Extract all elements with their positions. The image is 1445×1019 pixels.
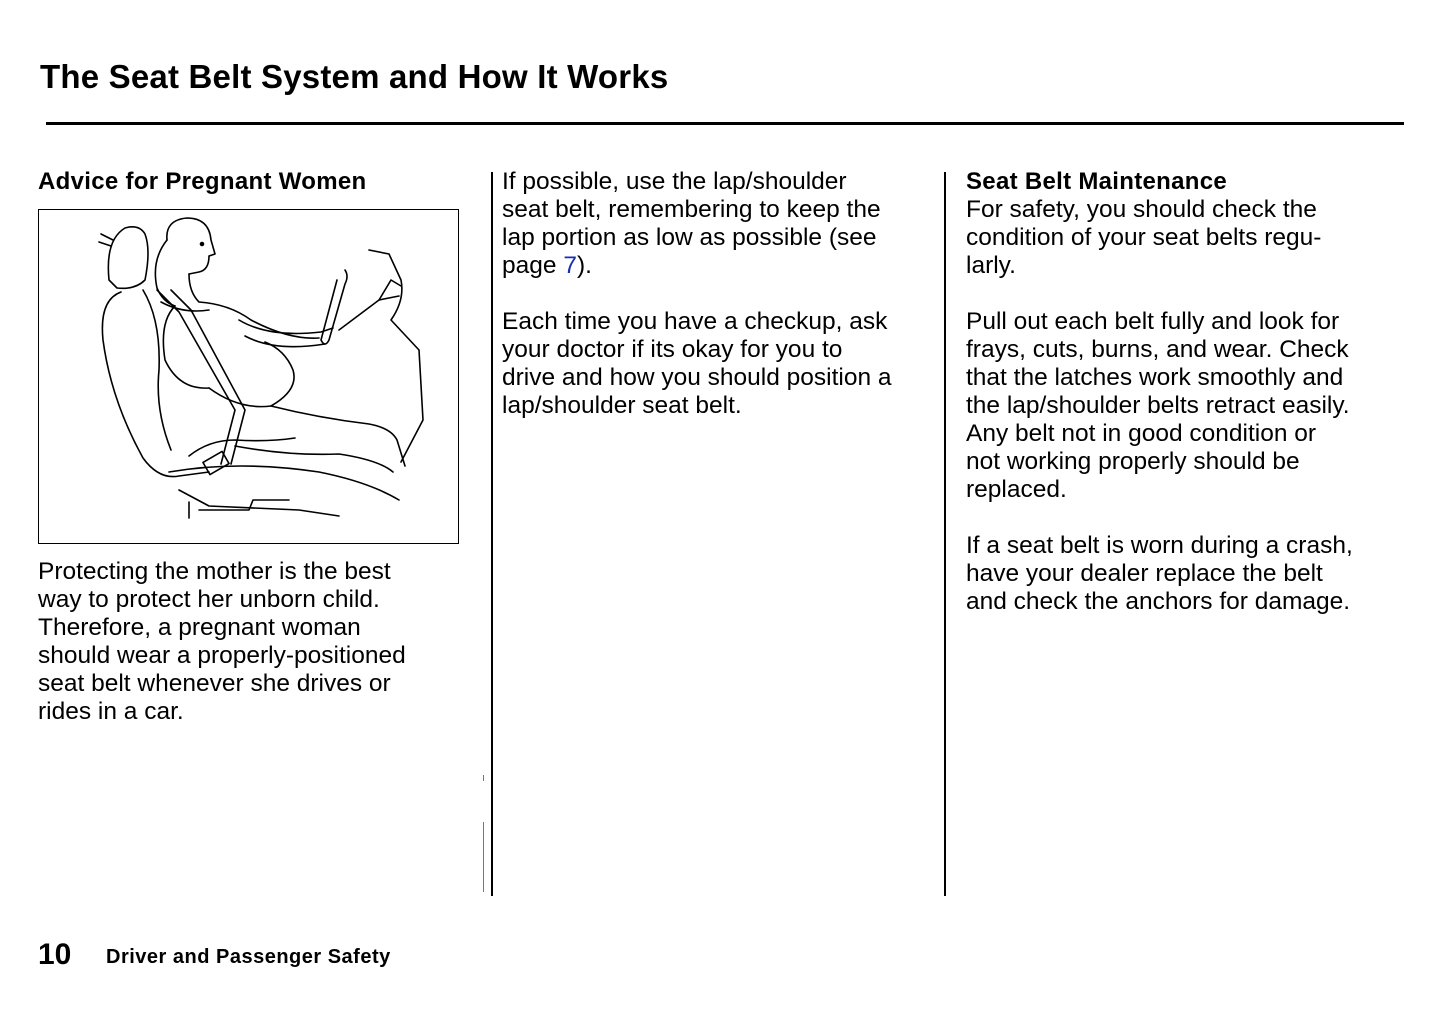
section-heading-pregnant: Advice for Pregnant Women <box>38 168 367 195</box>
lap-shoulder-paragraph <box>502 168 932 280</box>
section-heading-maintenance: Seat Belt Maintenance <box>966 168 1228 195</box>
column-belt-position <box>502 168 932 420</box>
page-7-link[interactable]: 7 <box>563 252 577 279</box>
column-divider-left <box>491 172 493 896</box>
pregnant-advice-paragraph: Protecting the mother is the best way to protect her unborn child. Therefore, a pregnant woman should wear a properly-positioned seat belt whenever she drives or rides in a car. <box>38 558 406 725</box>
checkup-paragraph: Each time you have a checkup, ask your doctor if its okay for you to drive and how you should position a lap/shoulder seat belt. <box>502 308 892 419</box>
maintenance-paragraph-2: Pull out each belt fully and look for frays, cuts, burns, and wear. Check that the latches work smoothly and the lap/shoulder belts retract easily. Any belt not in good condition or not working properly should be replaced. <box>966 308 1350 503</box>
column-pregnant-advice <box>38 168 468 726</box>
column-divider-mark <box>483 775 484 781</box>
pregnant-woman-seat-belt-figure <box>38 209 459 544</box>
lap-shoulder-text-end: ). <box>576 252 592 279</box>
section-name: Driver and Passenger Safety <box>106 946 391 968</box>
maintenance-paragraph-3: If a seat belt is worn during a crash, have your dealer replace the belt and check the anchors for damage. <box>966 532 1353 615</box>
column-divider-mark <box>483 822 484 892</box>
column-maintenance <box>966 168 1406 616</box>
lap-shoulder-text: If possible, use the lap/shoulder seat belt, remembering to keep the lap portion as low as possible (see page <box>502 168 881 279</box>
maintenance-paragraph-1: For safety, you should check the condition of your seat belts regu- larly. <box>966 196 1322 279</box>
pregnant-woman-seat-belt-icon <box>39 210 460 545</box>
page-title: The Seat Belt System and How It Works <box>40 58 669 95</box>
title-divider <box>46 122 1404 125</box>
page-number: 10 <box>38 938 72 971</box>
column-divider-right <box>944 172 946 896</box>
